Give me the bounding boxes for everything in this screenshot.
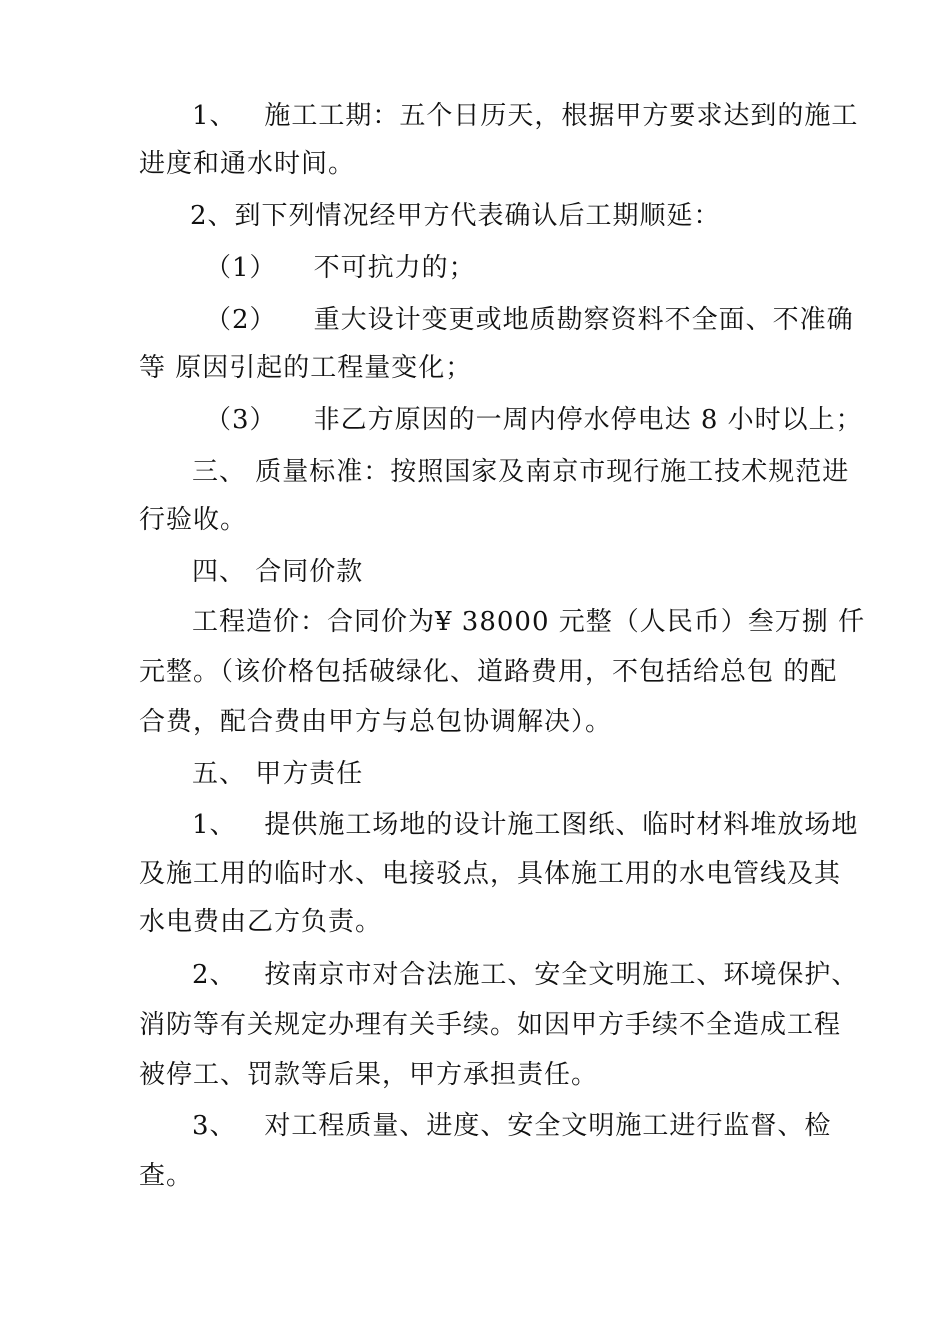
text-line-quality-cont: 行验收。 <box>139 505 248 535</box>
text-line-duty-2: 2、 按南京市对合法施工、安全文明施工、环境保护、 <box>192 960 859 990</box>
text-line-extension-conditions: 2、到下列情况经甲方代表确认后工期顺延： <box>190 201 721 231</box>
text-line-duty-2-cont: 消防等有关规定办理有关手续。如因甲方手续不全造成工程 <box>139 1010 842 1040</box>
text-line-condition-3: （3） 非乙方原因的一周内停水停电达 8 小时以上； <box>205 405 863 435</box>
text-line-duty-2-cont-2: 被停工、罚款等后果，甲方承担责任。 <box>139 1060 599 1090</box>
text-line-price-cont-2: 合费，配合费由甲方与总包协调解决）。 <box>139 707 613 737</box>
text-line-condition-1: （1） 不可抗力的； <box>205 253 476 283</box>
text-line-duty-1-cont-2: 水电费由乙方负责。 <box>139 907 383 937</box>
section-heading-party-a: 五、 甲方责任 <box>192 759 364 789</box>
text-line-condition-2-cont: 等 原因引起的工程量变化； <box>139 353 473 383</box>
section-heading-quality: 三、 质量标准：按照国家及南京市现行施工技术规范进 <box>192 457 850 487</box>
text-line-construction-period-cont: 进度和通水时间。 <box>139 149 356 179</box>
text-line-duty-3-cont: 查。 <box>139 1161 194 1191</box>
text-line-duty-1-cont: 及施工用的临时水、电接驳点，具体施工用的水电管线及其 <box>139 859 842 889</box>
text-line-condition-2: （2） 重大设计变更或地质勘察资料不全面、不准确 <box>205 305 854 335</box>
text-line-price-cont: 元整。（该价格包括破绿化、道路费用，不包括给总包 的配 <box>139 657 838 687</box>
text-line-duty-1: 1、 提供施工场地的设计施工图纸、临时材料堆放场地 <box>192 810 859 840</box>
text-line-price: 工程造价：合同价为¥ 38000 元整（人民币）叁万捌 仟 <box>192 607 866 637</box>
section-heading-contract-price: 四、 合同价款 <box>192 557 364 587</box>
text-line-duty-3: 3、 对工程质量、进度、安全文明施工进行监督、检 <box>192 1111 832 1141</box>
text-line-construction-period: 1、 施工工期：五个日历天，根据甲方要求达到的施工 <box>192 101 859 131</box>
